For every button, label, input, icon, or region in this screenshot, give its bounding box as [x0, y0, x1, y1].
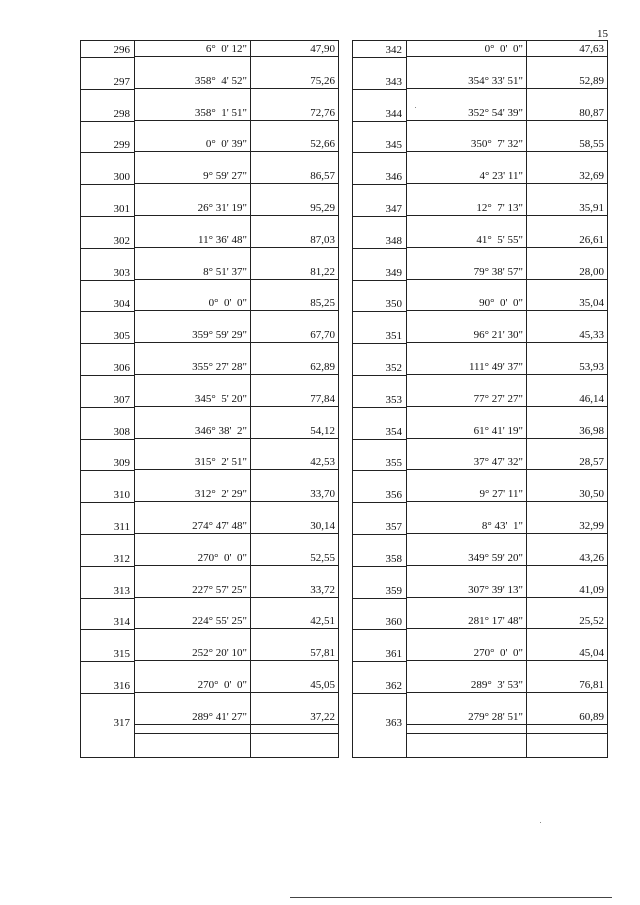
angle-cell	[134, 184, 250, 216]
distance-cell	[526, 248, 607, 280]
distance-cell	[250, 152, 338, 184]
distance-cell	[526, 534, 607, 566]
angle-value: 0° 0' 0"	[208, 297, 247, 310]
angle-cell	[134, 57, 250, 89]
angle-value: 307° 39' 13"	[468, 583, 523, 596]
angle-value: 354° 33' 51"	[468, 74, 523, 87]
scan-speck	[540, 822, 541, 823]
distance-value: 57,81	[310, 647, 335, 660]
distance-cell	[526, 439, 607, 471]
point-cell	[353, 249, 406, 281]
angle-cell	[134, 661, 250, 693]
footer-rule	[290, 897, 612, 898]
point-cell	[353, 185, 406, 217]
distance-value: 30,50	[579, 488, 604, 501]
point-number: 362	[385, 679, 402, 692]
point-number: 358	[385, 552, 402, 565]
distance-value: 33,70	[310, 488, 335, 501]
point-number: 307	[113, 393, 130, 406]
distance-cell	[250, 41, 338, 57]
distance-value: 54,12	[310, 424, 335, 437]
distance-cell	[526, 629, 607, 661]
distance-cell	[250, 280, 338, 312]
angle-cell	[406, 343, 526, 375]
angle-value: 346° 38' 2"	[194, 424, 247, 437]
angle-cell	[406, 534, 526, 566]
distance-cell	[526, 311, 607, 343]
point-number: 347	[385, 202, 402, 215]
angle-value: 96° 21' 30"	[473, 329, 523, 342]
point-number: 345	[385, 139, 402, 152]
point-cell	[353, 567, 406, 599]
point-number: 301	[113, 202, 130, 215]
distance-value: 42,53	[310, 456, 335, 469]
point-cell	[353, 599, 406, 631]
point-number: 303	[113, 266, 130, 279]
distance-value: 47,90	[310, 43, 335, 55]
angle-cell	[134, 534, 250, 566]
angle-cell	[134, 121, 250, 153]
point-cell	[353, 281, 406, 313]
point-cell	[81, 58, 134, 90]
distance-cell	[526, 566, 607, 598]
point-number: 343	[385, 75, 402, 88]
distance-value: 95,29	[310, 201, 335, 214]
row-separator	[406, 725, 607, 734]
point-cell	[81, 281, 134, 313]
distance-value: 77,84	[310, 392, 335, 405]
distance-cell	[250, 407, 338, 439]
point-number: 311	[113, 520, 130, 533]
angle-value: 345° 5' 20"	[194, 392, 247, 405]
point-cell	[81, 90, 134, 122]
distance-cell	[250, 598, 338, 630]
angle-cell	[134, 470, 250, 502]
angle-value: 252° 20' 10"	[192, 647, 247, 660]
point-number: 356	[385, 489, 402, 502]
angle-value: 4° 23' 11"	[479, 170, 523, 183]
angle-cell	[134, 439, 250, 471]
angle-cell	[134, 41, 250, 57]
angle-cell	[406, 566, 526, 598]
angle-value: 312° 2' 29"	[194, 488, 247, 501]
distance-value: 86,57	[310, 170, 335, 183]
distance-value: 37,22	[310, 710, 335, 723]
angle-value: 281° 17' 48"	[468, 615, 523, 628]
point-cell	[81, 471, 134, 503]
angle-cell	[406, 311, 526, 343]
angle-cell	[134, 375, 250, 407]
distance-cell	[250, 216, 338, 248]
point-cell	[353, 503, 406, 535]
angle-cell	[134, 598, 250, 630]
point-number: 346	[385, 171, 402, 184]
distance-value: 53,93	[579, 360, 604, 373]
distance-cell	[250, 343, 338, 375]
distance-value: 41,09	[579, 583, 604, 596]
point-cell	[81, 567, 134, 599]
point-number: 317	[113, 716, 130, 729]
angle-value: 350° 7' 32"	[470, 138, 523, 151]
point-cell	[353, 662, 406, 694]
angle-cell	[134, 693, 250, 725]
point-number: 315	[113, 648, 130, 661]
point-number: 353	[385, 393, 402, 406]
angle-cell	[406, 470, 526, 502]
angle-value: 349° 59' 20"	[468, 551, 523, 564]
angle-value: 0° 0' 39"	[205, 138, 247, 151]
distance-cell	[526, 216, 607, 248]
angle-cell	[406, 216, 526, 248]
distance-value: 32,69	[579, 170, 604, 183]
angle-value: 90° 0' 0"	[479, 297, 523, 310]
angle-value: 358° 4' 52"	[194, 74, 247, 87]
point-cell	[353, 90, 406, 122]
point-number: 354	[385, 425, 402, 438]
distance-value: 28,57	[579, 456, 604, 469]
point-number: 348	[385, 234, 402, 247]
angle-value: 8° 43' 1"	[481, 519, 523, 532]
point-cell	[81, 122, 134, 154]
angle-value: 355° 27' 28"	[192, 360, 247, 373]
point-cell	[353, 408, 406, 440]
distance-cell	[526, 280, 607, 312]
distance-value: 45,05	[310, 678, 335, 691]
angle-value: 79° 38' 57"	[473, 265, 523, 278]
distance-value: 30,14	[310, 519, 335, 532]
angle-cell	[406, 89, 526, 121]
distance-value: 26,61	[579, 233, 604, 246]
point-cell	[81, 344, 134, 376]
point-cell	[81, 153, 134, 185]
point-number: 363	[385, 716, 402, 729]
point-cell	[353, 535, 406, 567]
point-number: 352	[385, 361, 402, 374]
angle-value: 315° 2' 51"	[194, 456, 247, 469]
point-number: 296	[113, 44, 130, 56]
distance-cell	[250, 89, 338, 121]
angle-cell	[134, 502, 250, 534]
angle-cell	[406, 152, 526, 184]
distance-cell	[250, 248, 338, 280]
point-number: 316	[113, 679, 130, 692]
point-number: 298	[113, 107, 130, 120]
point-number: 361	[385, 648, 402, 661]
distance-value: 80,87	[579, 106, 604, 119]
distance-cell	[526, 57, 607, 89]
distance-cell	[250, 439, 338, 471]
angle-value: 9° 27' 11"	[479, 488, 523, 501]
distance-value: 32,99	[579, 519, 604, 532]
angle-value: 270° 0' 0"	[197, 678, 247, 691]
angle-value: 359° 59' 29"	[192, 329, 247, 342]
point-cell	[353, 58, 406, 90]
point-cell	[81, 440, 134, 472]
angle-value: 9° 59' 27"	[203, 170, 247, 183]
point-number: 314	[113, 616, 130, 629]
angle-cell	[406, 121, 526, 153]
point-number: 306	[113, 361, 130, 374]
point-number: 299	[113, 139, 130, 152]
point-number: 300	[113, 171, 130, 184]
distance-cell	[526, 661, 607, 693]
angle-value: 6° 0' 12"	[205, 43, 247, 55]
angle-value: 26° 31' 19"	[197, 201, 247, 214]
distance-value: 52,55	[310, 551, 335, 564]
point-cell	[81, 249, 134, 281]
point-cell	[353, 122, 406, 154]
angle-cell	[406, 57, 526, 89]
point-cell	[353, 344, 406, 376]
angle-cell	[406, 280, 526, 312]
angle-cell	[406, 248, 526, 280]
distance-cell	[526, 693, 607, 725]
angle-value: 77° 27' 27"	[473, 392, 523, 405]
distance-value: 28,00	[579, 265, 604, 278]
distance-value: 52,66	[310, 138, 335, 151]
point-number: 312	[113, 552, 130, 565]
distance-cell	[250, 311, 338, 343]
angle-value: 289° 3' 53"	[470, 678, 523, 691]
angle-cell	[134, 566, 250, 598]
angle-value: 270° 0' 0"	[197, 551, 247, 564]
point-number: 305	[113, 330, 130, 343]
point-number: 350	[385, 298, 402, 311]
distance-value: 58,55	[579, 138, 604, 151]
point-cell	[81, 662, 134, 694]
point-number: 344	[385, 107, 402, 120]
distance-value: 25,52	[579, 615, 604, 628]
point-number: 349	[385, 266, 402, 279]
distance-value: 60,89	[579, 710, 604, 723]
point-cell	[81, 408, 134, 440]
point-number: 313	[113, 584, 130, 597]
point-cell	[81, 503, 134, 535]
angle-cell	[134, 311, 250, 343]
point-cell	[353, 376, 406, 408]
distance-cell	[526, 407, 607, 439]
angle-value: 274° 47' 48"	[192, 519, 247, 532]
scan-speck	[415, 107, 416, 108]
angle-cell	[406, 41, 526, 57]
angle-cell	[134, 248, 250, 280]
angle-cell	[134, 343, 250, 375]
angle-cell	[134, 629, 250, 661]
angle-cell	[406, 629, 526, 661]
distance-value: 72,76	[310, 106, 335, 119]
angle-value: 41° 5' 55"	[476, 233, 523, 246]
angle-cell	[134, 280, 250, 312]
right-survey-table	[352, 40, 608, 758]
angle-cell	[406, 693, 526, 725]
row-separator	[134, 725, 338, 734]
angle-cell	[406, 439, 526, 471]
distance-cell	[526, 375, 607, 407]
angle-value: 270° 0' 0"	[473, 647, 523, 660]
distance-cell	[250, 629, 338, 661]
distance-cell	[250, 57, 338, 89]
distance-value: 87,03	[310, 233, 335, 246]
point-cell	[353, 440, 406, 472]
point-cell	[353, 153, 406, 185]
distance-cell	[526, 121, 607, 153]
distance-value: 45,33	[579, 329, 604, 342]
point-cell	[81, 217, 134, 249]
distance-value: 81,22	[310, 265, 335, 278]
distance-value: 42,51	[310, 615, 335, 628]
page-number: 15	[597, 28, 608, 40]
point-cell	[81, 41, 134, 58]
distance-cell	[250, 375, 338, 407]
distance-cell	[526, 470, 607, 502]
distance-cell	[526, 152, 607, 184]
angle-cell	[406, 661, 526, 693]
distance-cell	[250, 566, 338, 598]
angle-value: 227° 57' 25"	[192, 583, 247, 596]
point-number: 297	[113, 75, 130, 88]
point-number: 355	[385, 457, 402, 470]
point-cell	[81, 599, 134, 631]
point-number: 302	[113, 234, 130, 247]
angle-value: 11° 36' 48"	[198, 233, 247, 246]
angle-cell	[134, 407, 250, 439]
point-cell	[81, 312, 134, 344]
angle-value: 111° 49' 37"	[468, 360, 523, 373]
distance-cell	[526, 89, 607, 121]
point-number: 351	[385, 330, 402, 343]
distance-cell	[250, 693, 338, 725]
point-number: 308	[113, 425, 130, 438]
point-number: 310	[113, 489, 130, 502]
distance-value: 62,89	[310, 360, 335, 373]
angle-value: 12° 7' 13"	[476, 201, 523, 214]
left-survey-table	[80, 40, 339, 758]
distance-cell	[526, 41, 607, 57]
distance-value: 85,25	[310, 297, 335, 310]
angle-value: 289° 41' 27"	[192, 710, 247, 723]
point-cell	[353, 217, 406, 249]
angle-value: 279° 28' 51"	[468, 710, 523, 723]
point-cell	[353, 630, 406, 662]
distance-value: 36,98	[579, 424, 604, 437]
distance-value: 35,91	[579, 201, 604, 214]
point-cell	[353, 471, 406, 503]
distance-value: 67,70	[310, 329, 335, 342]
point-number: 309	[113, 457, 130, 470]
distance-value: 33,72	[310, 583, 335, 596]
angle-value: 358° 1' 51"	[194, 106, 247, 119]
point-cell	[353, 312, 406, 344]
point-cell	[81, 694, 134, 730]
angle-value: 224° 55' 25"	[192, 615, 247, 628]
angle-cell	[134, 152, 250, 184]
distance-cell	[526, 343, 607, 375]
point-number: 304	[113, 298, 130, 311]
angle-cell	[134, 216, 250, 248]
distance-value: 75,26	[310, 74, 335, 87]
distance-value: 46,14	[579, 392, 604, 405]
distance-cell	[526, 184, 607, 216]
distance-cell	[250, 661, 338, 693]
angle-value: 61° 41' 19"	[473, 424, 523, 437]
angle-value: 0° 0' 0"	[484, 43, 523, 55]
angle-cell	[406, 598, 526, 630]
distance-value: 76,81	[579, 678, 604, 691]
angle-value: 352° 54' 39"	[468, 106, 523, 119]
point-cell	[81, 630, 134, 662]
point-cell	[353, 694, 406, 730]
distance-value: 43,26	[579, 551, 604, 564]
distance-value: 47,63	[579, 43, 604, 55]
angle-cell	[406, 502, 526, 534]
point-cell	[353, 41, 406, 58]
distance-cell	[250, 534, 338, 566]
angle-cell	[406, 375, 526, 407]
distance-cell	[250, 121, 338, 153]
distance-value: 52,89	[579, 74, 604, 87]
distance-cell	[526, 502, 607, 534]
angle-value: 8° 51' 37"	[203, 265, 247, 278]
distance-cell	[526, 598, 607, 630]
distance-cell	[250, 470, 338, 502]
point-number: 342	[385, 44, 402, 56]
angle-value: 37° 47' 32"	[473, 456, 523, 469]
point-cell	[81, 535, 134, 567]
angle-cell	[406, 184, 526, 216]
point-number: 357	[385, 520, 402, 533]
point-cell	[81, 376, 134, 408]
point-number: 359	[385, 584, 402, 597]
distance-cell	[250, 184, 338, 216]
point-cell	[81, 185, 134, 217]
angle-cell	[406, 407, 526, 439]
angle-cell	[134, 89, 250, 121]
distance-value: 35,04	[579, 297, 604, 310]
distance-value: 45,04	[579, 647, 604, 660]
point-number: 360	[385, 616, 402, 629]
distance-cell	[250, 502, 338, 534]
